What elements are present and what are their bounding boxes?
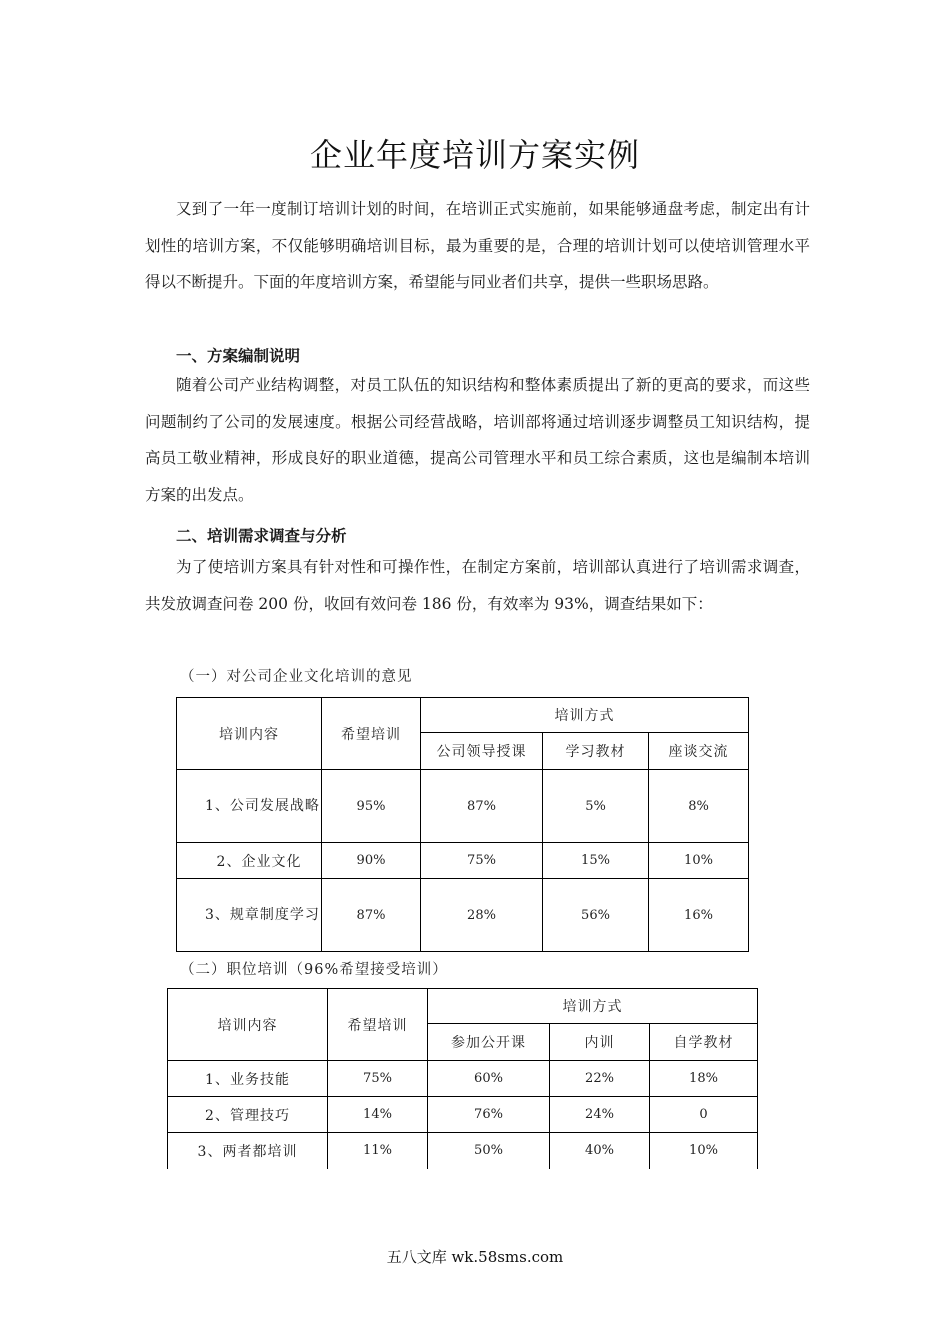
section1-paragraph: 随着公司产业结构调整，对员工队伍的知识结构和整体素质提出了新的更高的要求，而这些问题制约了公司的发展速度。根据公司经营战略，培训部将通过培训逐步调整员工知识结构，提高员工敬业精神，形成良好的职业道德，提高公司管理水平和员工综合素质，这也是编制本培训方案的出发点。 [145,376,810,504]
row-value: 75% [421,843,543,879]
row-value: 10% [649,843,749,879]
table2-header-content: 培训内容 [168,989,328,1061]
row-value: 56% [543,879,649,952]
row-hope: 95% [322,770,421,843]
row-value: 50% [428,1133,550,1169]
table-row [177,770,749,843]
row-hope: 87% [322,879,421,952]
row-label: 2、企业文化 [177,843,322,879]
table-row [168,1133,758,1169]
footer-watermark: 五八文库 wk.58sms.com [386,1248,564,1266]
row-label: 1、业务技能 [168,1061,328,1097]
intro-paragraph: 又到了一年一度制订培训计划的时间，在培训正式实施前，如果能够通盘考虑，制定出有计划性的培训方案，不仅能够明确培训目标，最为重要的是，合理的培训计划可以使培训管理水平得以不断提升。下面的年度培训方案，希望能与同业者们共享，提供一些职场思路。 [145,200,810,291]
table2-header-method: 培训方式 [428,989,758,1024]
table-row [177,843,749,879]
row-hope: 11% [328,1133,428,1169]
table2-method: 内训 [550,1024,650,1061]
row-value: 5% [543,770,649,843]
row-label: 1、公司发展战略 [177,770,322,843]
section2-paragraph: 为了使培训方案具有针对性和可操作性，在制定方案前，培训部认真进行了培训需求调查，共发放调查问卷 200 份，收回有效问卷 186 份，有效率为 93%，调查结果如下： [145,558,810,613]
table1-caption: （一）对公司企业文化培训的意见 [180,669,413,685]
row-value: 60% [428,1061,550,1097]
row-label: 3、两者都培训 [168,1133,328,1169]
row-value: 10% [650,1133,758,1169]
table2 [167,988,758,1169]
section1-heading: 一、方案编制说明 [176,347,301,365]
row-value: 16% [649,879,749,952]
table1-method: 公司领导授课 [421,733,543,770]
table1-header-method: 培训方式 [421,698,749,733]
row-hope: 90% [322,843,421,879]
row-value: 15% [543,843,649,879]
table1-header-content: 培训内容 [177,698,322,770]
row-value: 87% [421,770,543,843]
row-value: 76% [428,1097,550,1133]
row-value: 40% [550,1133,650,1169]
row-value: 24% [550,1097,650,1133]
table-row [168,1097,758,1133]
table2-caption: （二）职位培训（96%希望接受培训） [180,962,448,978]
section2-heading: 二、培训需求调查与分析 [176,527,347,545]
row-hope: 14% [328,1097,428,1133]
table2-header-hope: 希望培训 [328,989,428,1061]
row-label: 3、规章制度学习 [177,879,322,952]
table-row [168,1061,758,1097]
table1-header-hope: 希望培训 [322,698,421,770]
table-row [177,879,749,952]
table2-method: 参加公开课 [428,1024,550,1061]
row-value: 28% [421,879,543,952]
table1 [176,697,749,952]
row-value: 22% [550,1061,650,1097]
row-hope: 75% [328,1061,428,1097]
table1-method: 座谈交流 [649,733,749,770]
document-title: 企业年度培训方案实例 [309,136,640,174]
row-value: 8% [649,770,749,843]
row-label: 2、管理技巧 [168,1097,328,1133]
table1-method: 学习教材 [543,733,649,770]
row-value: 18% [650,1061,758,1097]
row-value: 0 [650,1097,758,1133]
table2-method: 自学教材 [650,1024,758,1061]
